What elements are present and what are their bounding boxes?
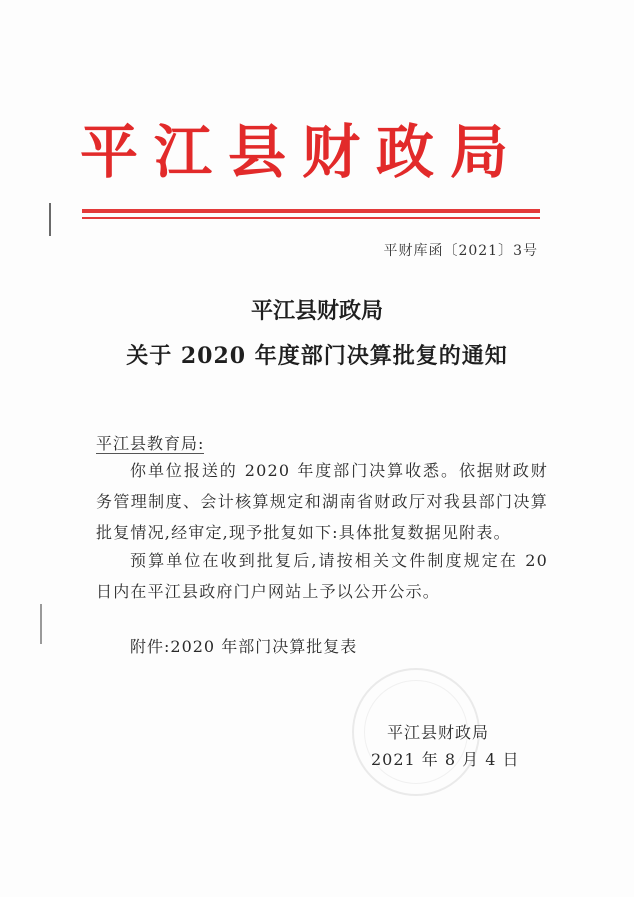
letterhead-rule-thick [82,209,540,213]
addressee-underline [96,453,204,454]
body-paragraph: 你单位报送的 2020 年度部门决算收悉。依据财政财务管理制度、会计核算规定和湖南省财政厅对我县部门决算批复情况,经审定,现予批复如下:具体批复数据见附表。 [96,461,548,542]
document-title-line2: 关于 2020 年度部门决算批复的通知 [126,343,508,369]
attachment-line: 附件:2020 年部门决算批复表 [130,637,358,656]
body-paragraph: 预算单位在收到批复后,请按相关文件制度规定在 20 日内在平江县政府门户网站上予以公开公示。 [96,551,548,601]
scan-binding-mark [49,203,51,236]
document-number: 平财库函〔2021〕3号 [383,243,538,259]
addressee-text: 平江县教育局: [96,434,205,453]
letterhead-rule-thin [82,217,540,219]
document-title-line1: 平江县财政局 [250,298,383,324]
addressee [96,431,204,454]
signature-issuer: 平江县财政局 [387,723,490,742]
scan-binding-mark [40,604,42,644]
letterhead-title: 平江县财政局 [80,118,525,186]
signature-date: 2021 年 8 月 4 日 [371,750,520,769]
